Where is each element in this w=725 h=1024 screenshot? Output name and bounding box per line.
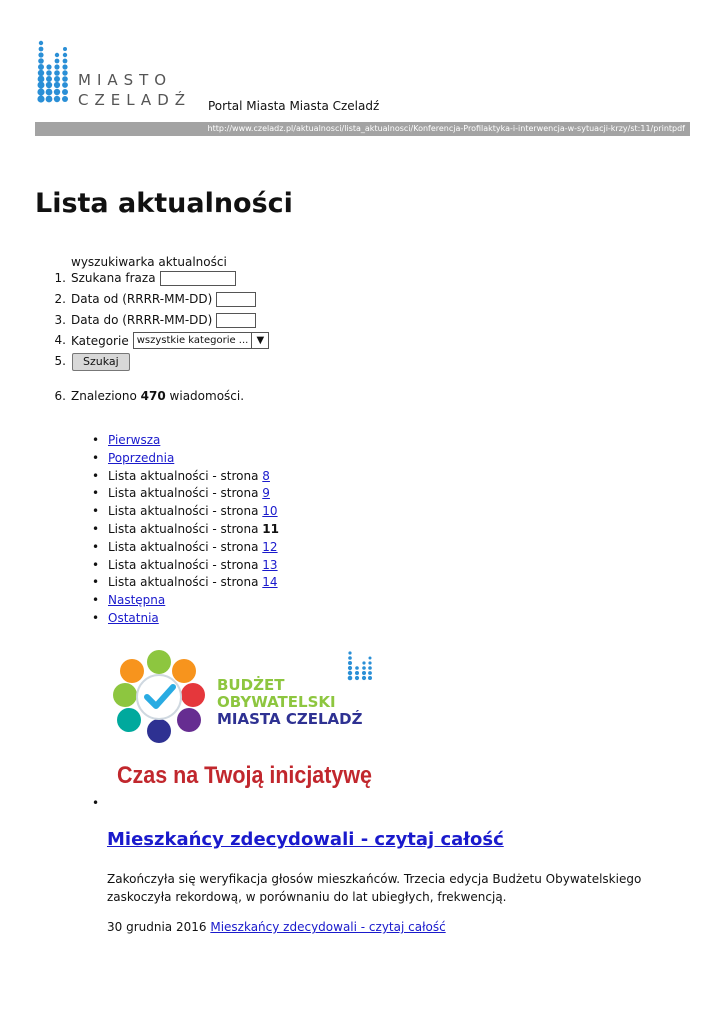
pager-prev-link[interactable]: Poprzednia [108, 450, 175, 465]
logo-dots-icon [34, 38, 204, 113]
pager-item [0, 557, 279, 575]
pagination [0, 432, 279, 628]
url-bar: http://www.czeladz.pl/aktualnosci/lista_aktualnosci/Konferencja-Profilaktyka-i-interwencja-w-sytuacji-krzy/st:11/printpdf [35, 122, 690, 136]
pager-page-link[interactable]: 13 [262, 557, 278, 572]
pager-item [0, 468, 279, 486]
date-from-input[interactable] [216, 292, 256, 307]
pager-page-link[interactable]: 14 [262, 575, 278, 590]
category-select[interactable] [133, 332, 270, 349]
pager-item [0, 485, 279, 503]
pager-page-link[interactable]: 8 [262, 468, 270, 483]
bulb-icon [147, 650, 171, 674]
search-caption: wyszukiwarka aktualności [71, 255, 227, 269]
pager-prefix: Lista aktualności - strona [108, 557, 259, 572]
svg-text:Czas na Twoją inicjatywę: Czas na Twoją inicjatywę [117, 762, 372, 789]
article-title-link[interactable]: Mieszkańcy zdecydowali - czytaj całość [107, 829, 504, 850]
date-to-input[interactable] [216, 313, 256, 328]
site-name: Portal Miasta Miasta Czeladź [208, 99, 380, 113]
pager-prefix: Lista aktualności - strona [108, 521, 259, 536]
pager-page-link[interactable]: 12 [262, 539, 278, 554]
article-title [107, 829, 504, 850]
icon-ring [113, 650, 205, 743]
pager-prefix: Lista aktualności - strona [108, 504, 259, 519]
pager-prefix: Lista aktualności - strona [108, 468, 259, 483]
search-phrase-input[interactable] [160, 271, 236, 286]
article-teaser: Zakończyła się weryfikacja głosów mieszkańców. Trzecia edycja Budżetu Obywatelskiego zaskoczyła rekordową, w porównaniu do lat ubiegłych, frekwencją. [107, 872, 642, 904]
banner-logo-dots-icon [348, 651, 372, 680]
results-prefix: Znaleziono [71, 389, 137, 403]
phrase-label: Szukana fraza [71, 271, 156, 285]
search-button[interactable]: Szukaj [72, 353, 130, 371]
pager-prefix: Lista aktualności - strona [108, 575, 259, 590]
nature-icon [120, 659, 144, 683]
list-number: 3. [54, 313, 66, 327]
svg-text:BUDŻET: BUDŻET [217, 676, 285, 694]
pager-item-current [0, 521, 279, 539]
results-count: 470 [140, 389, 166, 403]
list-number: 1. [54, 271, 66, 285]
site-logo[interactable] [34, 38, 204, 113]
ball-icon [181, 683, 205, 707]
pager-item [0, 503, 279, 521]
pager-item [0, 539, 279, 557]
pager-first-link[interactable]: Pierwsza [108, 433, 161, 447]
health-icon [177, 708, 201, 732]
list-number: 4. [54, 333, 66, 347]
pager-next-link[interactable]: Następna [108, 593, 166, 608]
svg-text:OBYWATELSKI: OBYWATELSKI [217, 693, 336, 711]
list-number: 5. [54, 354, 66, 368]
svg-text:MIASTO: MIASTO [78, 71, 173, 89]
budget-banner-image[interactable] [107, 645, 377, 795]
category-select-value: wszystkie kategorie ... [136, 334, 249, 346]
pager-item-first [0, 432, 279, 450]
pager-page-link[interactable]: 10 [262, 504, 278, 519]
people-icon [147, 719, 171, 743]
pager-item-prev [0, 450, 279, 468]
list-number: 6. [54, 389, 66, 403]
svg-text:MIASTA CZELADŹ: MIASTA CZELADŹ [217, 710, 363, 728]
list-number: 2. [54, 292, 66, 306]
svg-text:CZELADŹ: CZELADŹ [78, 91, 192, 109]
article-date: 30 grudnia 2016 [107, 920, 207, 934]
pager-item-last [0, 610, 279, 628]
education-icon [172, 659, 196, 683]
pager-item [0, 574, 279, 592]
pager-page-link[interactable]: 9 [262, 486, 270, 501]
bike-icon [113, 683, 137, 707]
pager-current-page: 11 [262, 521, 279, 536]
date-to-label: Data do (RRRR-MM-DD) [71, 313, 213, 327]
list-bullet: • [92, 796, 100, 810]
category-label: Kategorie [71, 333, 129, 348]
pager-prefix: Lista aktualności - strona [108, 486, 259, 501]
results-suffix: wiadomości. [169, 389, 245, 403]
page-title: Lista aktualności [35, 188, 293, 219]
pager-prefix: Lista aktualności - strona [108, 539, 259, 554]
article-meta [107, 920, 446, 934]
fitness-icon [117, 708, 141, 732]
pager-last-link[interactable]: Ostatnia [108, 610, 159, 625]
article-read-more-link[interactable]: Mieszkańcy zdecydowali - czytaj całość [210, 920, 446, 934]
pager-item-next [0, 592, 279, 610]
dropdown-arrow-icon: ▼ [251, 333, 268, 348]
date-from-label: Data od (RRRR-MM-DD) [71, 292, 213, 306]
